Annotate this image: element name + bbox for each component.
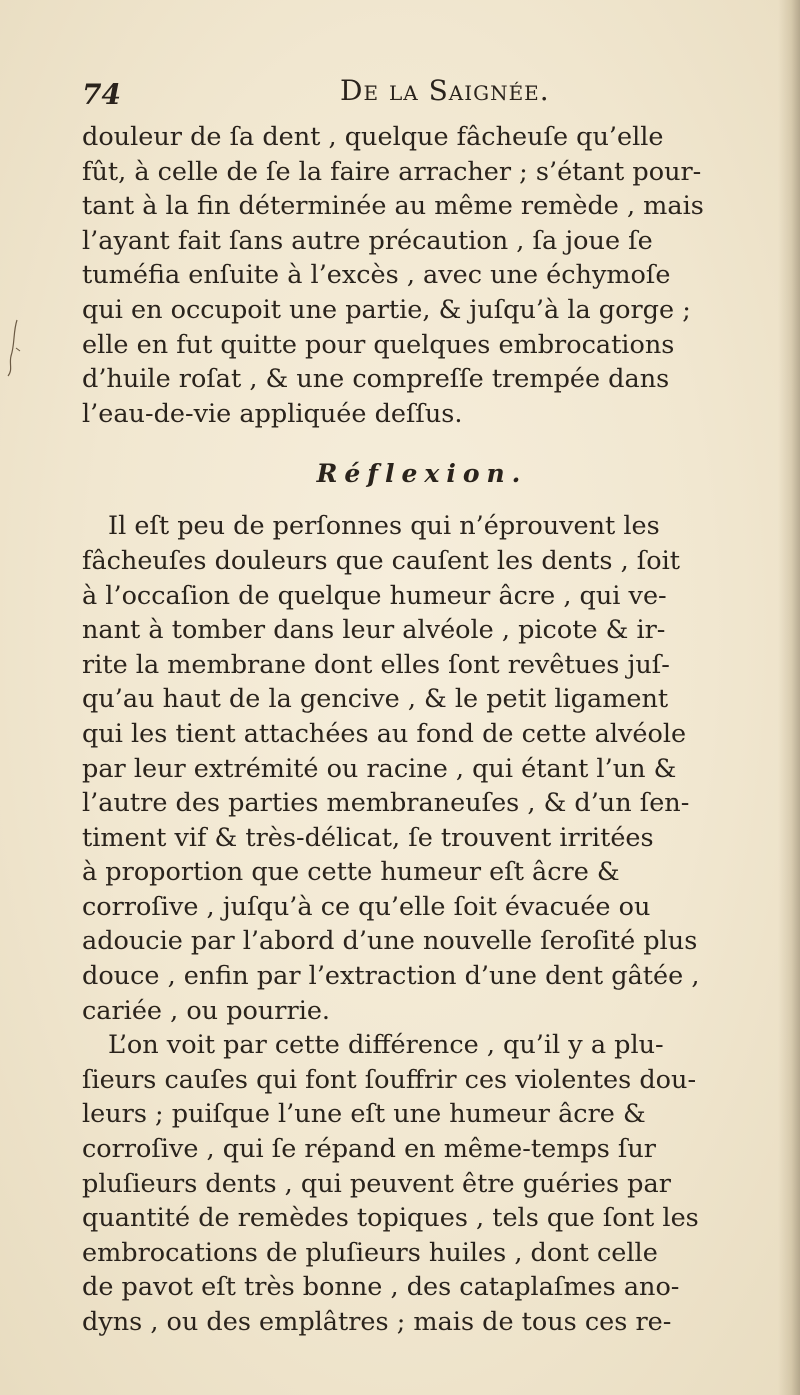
section-heading: Réflexion. <box>316 459 528 489</box>
text-line: Il eſt peu de perſonnes qui n’éprouvent les <box>108 511 660 542</box>
text-line: nant à tomber dans leur alvéole , picote & ir- <box>82 615 666 646</box>
text-line: d’huile roſat , & une compreſſe trempée dans <box>82 364 670 395</box>
text-line: corroſive , juſqu’à ce qu’elle ſoit évacuée ou <box>82 891 651 922</box>
text-line: elle en fut quitte pour quelques embrocations <box>82 329 675 360</box>
margin-ink-mark <box>5 318 23 378</box>
text-line: douce , enfin par l’extraction d’une dent gâtée , <box>82 961 700 992</box>
text-line: qu’au haut de la gencive , & le petit ligament <box>82 684 669 715</box>
text-line: douleur de ſa dent , quelque fâcheuſe qu’elle <box>82 122 664 152</box>
text-line: tuméfia enſuite à l’excès , avec une échymoſe <box>82 260 671 291</box>
text-line: ſieurs cauſes qui font ſouffrir ces violentes dou- <box>82 1064 697 1095</box>
running-title: De la Saignée. <box>340 74 550 107</box>
text-line: embrocations de pluſieurs huiles , dont celle <box>82 1237 658 1268</box>
text-line: l’ayant fait ſans autre précaution , ſa joue ſe <box>82 225 653 256</box>
running-header <box>82 74 762 114</box>
text-line: cariée , ou pourrie. <box>82 995 331 1026</box>
text-line: de pavot eſt très bonne , des cataplaſmes ano- <box>82 1272 680 1303</box>
text-line: adoucie par l’abord d’une nouvelle ſeroſité plus <box>82 926 698 957</box>
text-line: L’on voit par cette différence , qu’il y a plu- <box>108 1030 664 1061</box>
text-line: pluſieurs dents , qui peuvent être guéries par <box>82 1168 671 1199</box>
body-text <box>82 120 762 1340</box>
text-line: dyns , ou des emplâtres ; mais de tous ces re- <box>82 1307 672 1337</box>
text-line: rite la membrane dont elles ſont revêtues juſ- <box>82 649 670 680</box>
page-edge-shadow <box>778 0 800 1395</box>
text-line: leurs ; puiſque l’une eſt une humeur âcre & <box>82 1099 646 1130</box>
text-line: timent vif & très-délicat, ſe trouvent irritées <box>82 822 654 853</box>
text-line: par leur extrémité ou racine , qui étant l’un & <box>82 753 677 784</box>
text-line: fût, à celle de ſe la faire arracher ; s’étant pour- <box>82 156 702 187</box>
text-line: l’eau-de-vie appliquée deſſus. <box>82 398 463 429</box>
text-line: à l’occaſion de quelque humeur âcre , qui ve- <box>82 580 667 611</box>
text-line: quantité de remèdes topiques , tels que ſont les <box>82 1203 699 1234</box>
page-number: 74 <box>82 78 121 111</box>
text-line: l’autre des parties membraneuſes , & d’un ſen- <box>82 788 690 819</box>
text-line: qui en occupoit une partie, & juſqu’à la gorge ; <box>82 294 691 325</box>
text-line: fâcheuſes douleurs que cauſent les dents , ſoit <box>82 545 681 576</box>
paragraph-1 <box>82 120 762 431</box>
text-line: qui les tient attachées au fond de cette alvéole <box>82 718 687 749</box>
text-line: corroſive , qui ſe répand en même-temps ſur <box>82 1134 656 1165</box>
paragraph-2 <box>82 509 762 1028</box>
text-line: à proportion que cette humeur eſt âcre & <box>82 857 620 888</box>
paragraph-3 <box>82 1028 762 1339</box>
text-line: tant à la fin déterminée au même remède , mais <box>82 191 704 222</box>
